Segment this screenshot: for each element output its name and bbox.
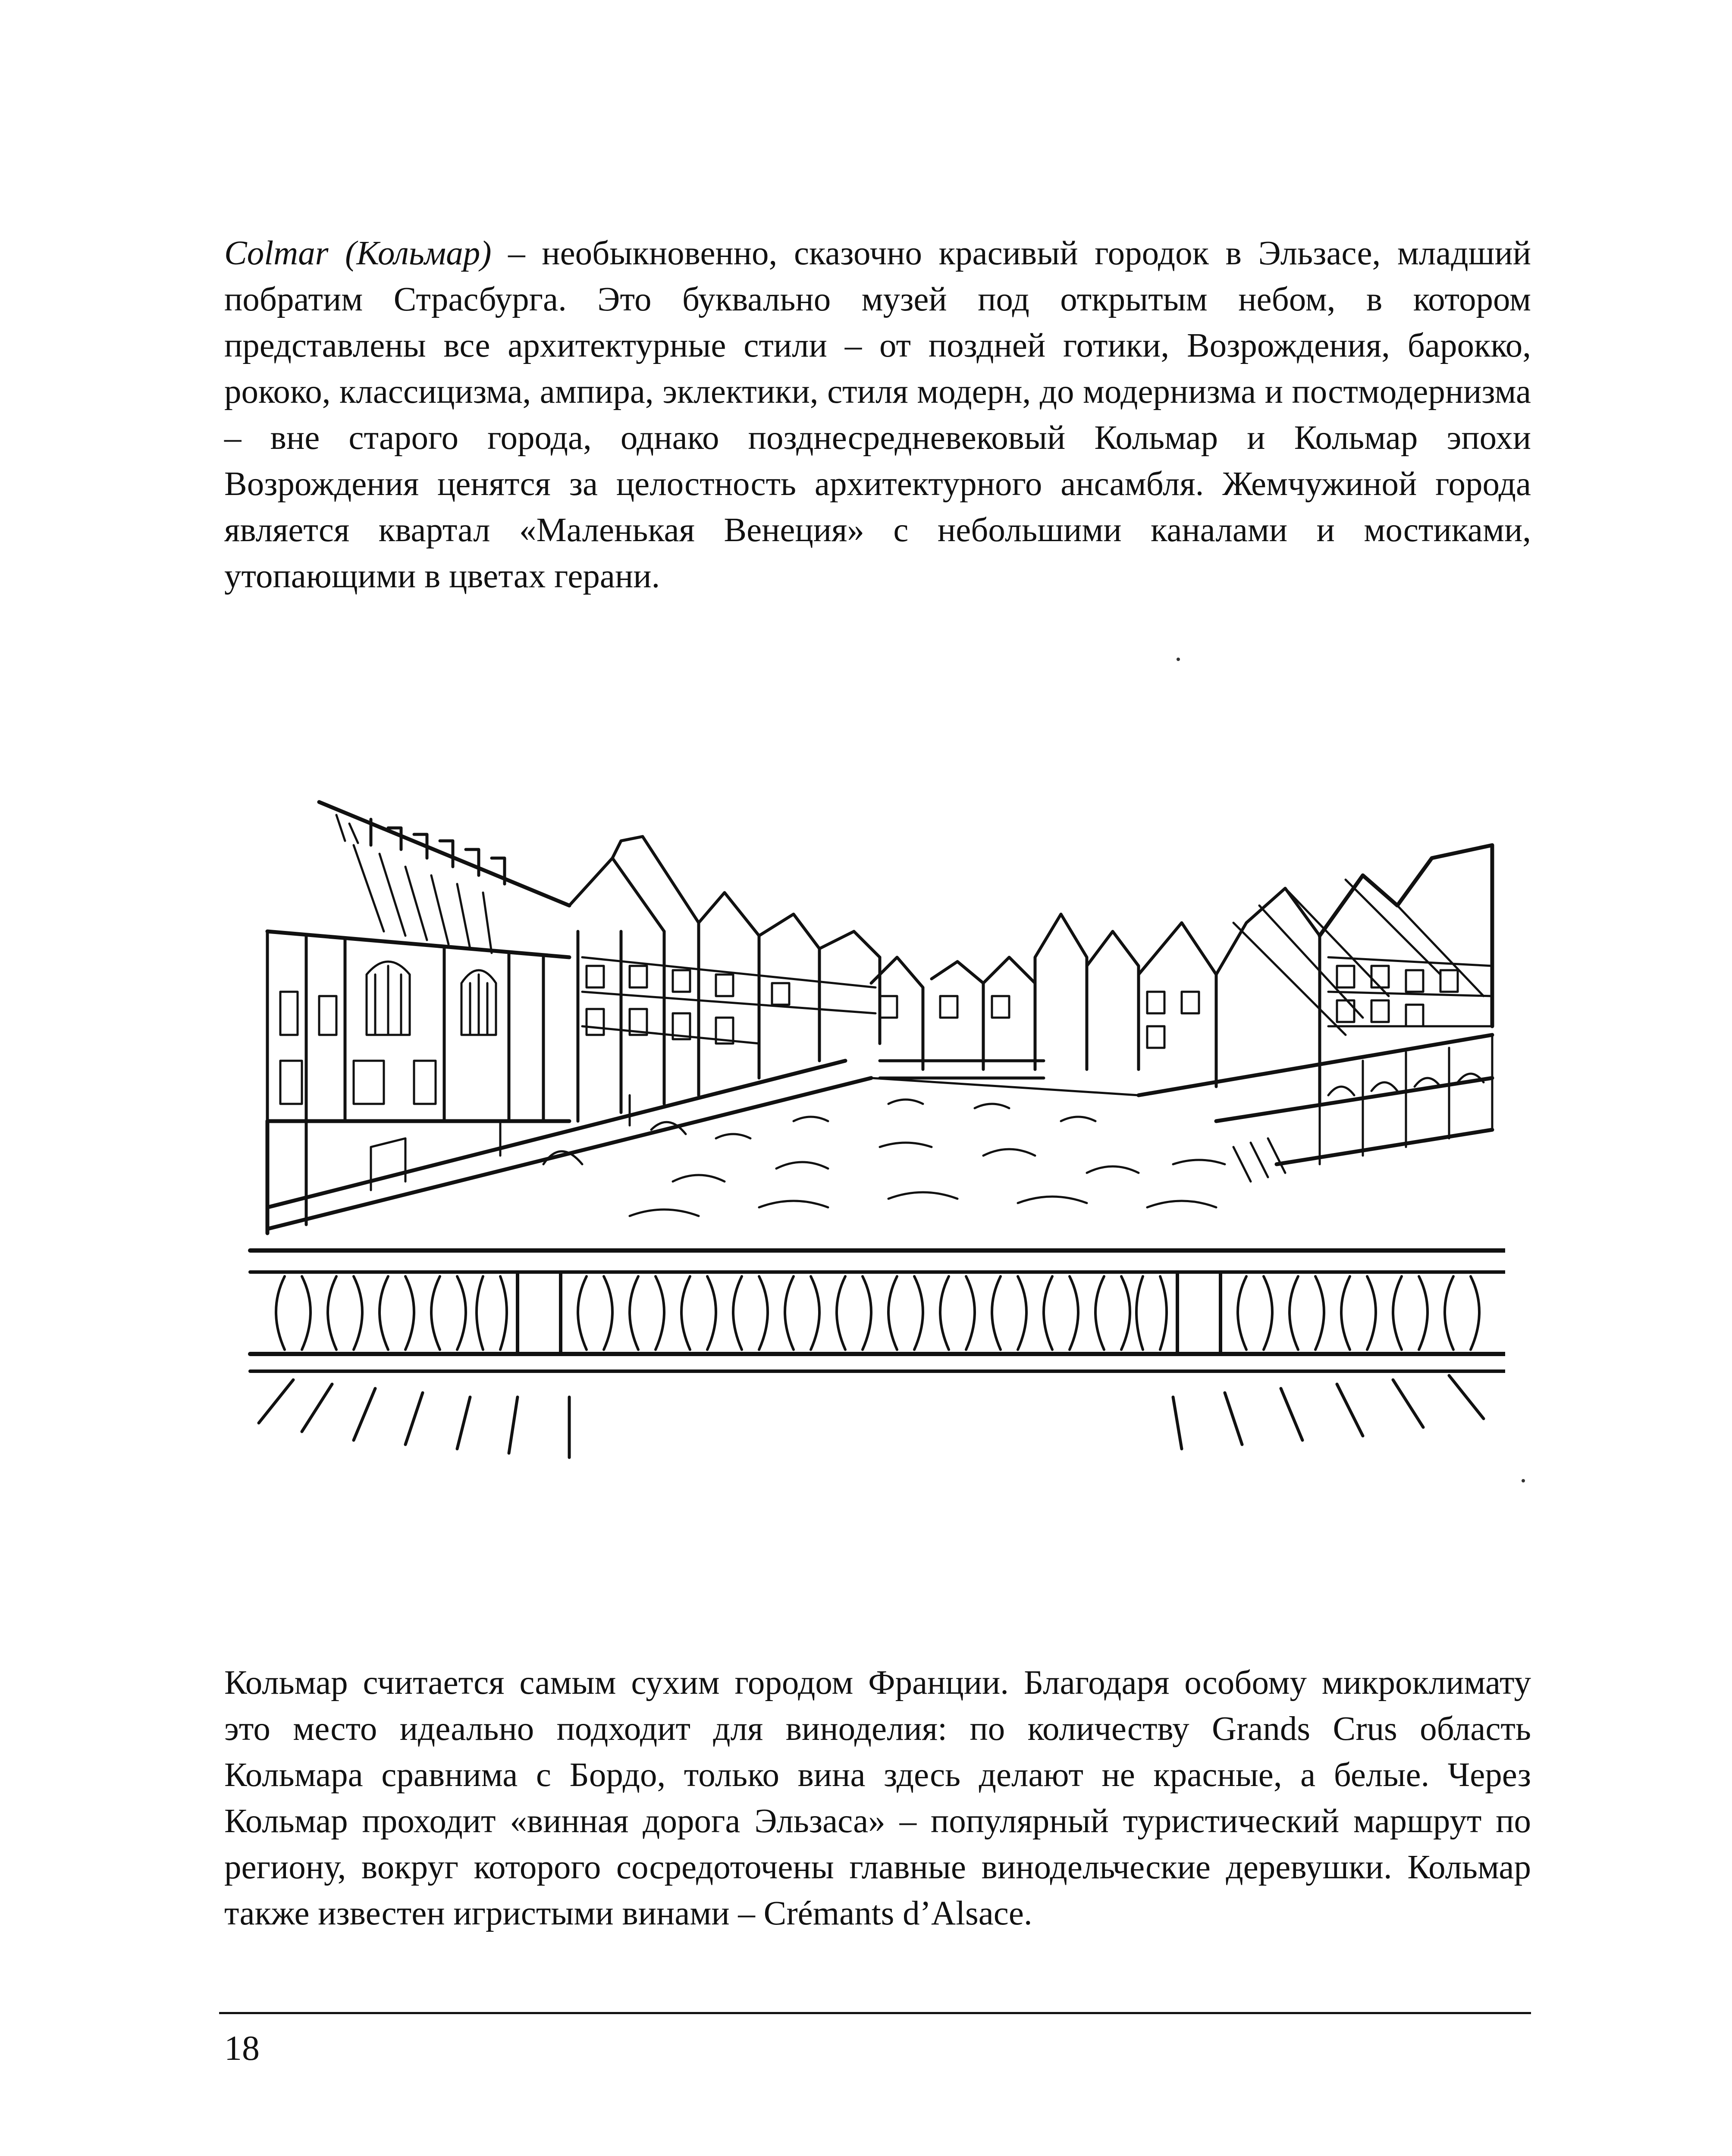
paragraph-wine: Кольмар считается самым сухим городом Франции. Благодаря особому микроклимату это место идеально подходит для виноделия: по количеству Grands Crus область Кольмара сравнима с Бордо, только вина здесь делают не красные, а белые. Через Кольмар проходит «винная дорога Эльзаса» – популярный туристический маршрут по региону, вокруг которого сосредоточены главные винодельческие деревушки. Кольмар также известен игристыми винами – Crémants d’Alsace. — [224, 1664, 1531, 1932]
paragraph-intro — [224, 230, 1531, 599]
paragraph-intro-text: – необыкновенно, сказочно красивый городок в Эльзасе, младший побратим Страсбурга. Это буквально музей под открытым небом, в котором представлены все архитектурные стили – от поздней готики, Возрождения, барокко, рококо, классицизма, ампира, эклектики, стиля модерн, до модернизма и постмодернизма – вне старого города, однако позднесредневековый Кольмар и Кольмар эпохи Возрождения ценятся за целостность архитектурного ансамбля. Жемчужиной города является квартал «Маленькая Венеция» с небольшими каналами и мостиками, утопающими в цветах герани. — [224, 235, 1531, 595]
scan-speck — [1522, 1479, 1525, 1482]
scan-speck — [1177, 658, 1180, 661]
canal-sketch-illustration — [242, 793, 1505, 1466]
footer-rule — [219, 2012, 1531, 2014]
page-number: 18 — [224, 2028, 260, 2068]
city-name-lead: Colmar (Кольмар) — [224, 235, 492, 272]
